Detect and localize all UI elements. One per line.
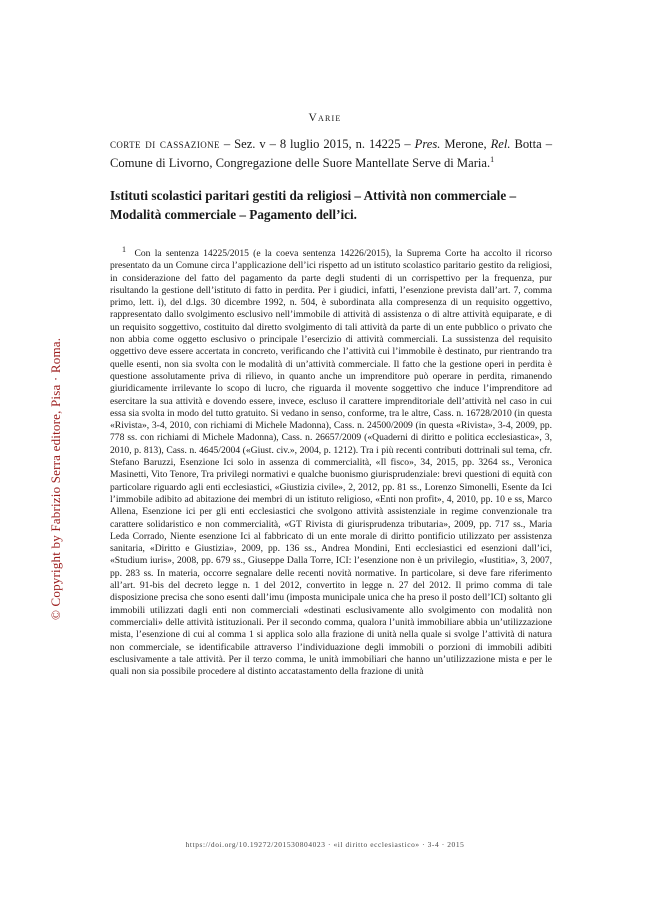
case-parties: – Comune di Livorno, Congregazione delle Suore Mantellate Serve di Maria. xyxy=(110,137,552,170)
footnote-marker: 1 xyxy=(122,244,126,254)
president-name: Merone, xyxy=(440,137,491,151)
section-title: Varie xyxy=(308,112,342,124)
president-label: Pres. xyxy=(414,137,441,151)
page-footer: https://doi.org/10.19272/201530804023 · «il diritto ecclesiastico» · 3-4 · 2015 xyxy=(185,840,465,849)
footnote-reference: 1 xyxy=(490,154,495,164)
ruling-details: – Sez. v – 8 luglio 2015, n. 14225 – xyxy=(219,137,415,151)
copyright-notice: © Copyright by Fabrizio Serra editore, Pisa · Roma. xyxy=(48,337,63,620)
court-name: corte di cassazione xyxy=(110,137,220,151)
footnote xyxy=(110,244,552,678)
headnote-title: Istituti scolastici paritari gestiti da religiosi – Attività non commerciale – Modalità commerciale – Pagamento dell’ici. xyxy=(110,188,517,222)
footnote-text: Con la sentenza 14225/2015 (e la coeva sentenza 14226/2015), la Suprema Corte ha accolto il ricorso presentato da un Comune circa l’applicazione dell’ici rispetto ad un istituto scolastico paritario gestito da religiosi, in considerazione del fatto del pagamento da parte degli studenti di un corrispettivo per la frequenza, pur risultando la gestione dell’istituto di fatto in perdita. Per i giudici, infatti, l’esenzione prevista dall’art. 7, comma primo, lett. i), del d.lgs. 30 dicembre 1992, n. 504, è subordinata alla compresenza di un requisito oggettivo, rappresentato dallo svolgimento esclusivo nell’immobile di attività di assistenza o di altre attività equiparate, e di un requisito soggettivo, costituito dal diretto svolgimento di tali attività da parte di un ente pubblico o privato che non abbia come oggetto esclusivo o principale l’esercizio di attività commerciali. La sussistenza del requisito oggettivo deve essere accertata in concreto, verificando che l’attività cui l’immobile è destinato, pur rientrando tra quelle esenti, non sia svolta con le modalità di un’attività commerciale. Il fatto che la gestione operi in perdita è questione assolutamente priva di rilievo, in quanto anche un imprenditore può operare in perdita, rimanendo giuridicamente irrilevante lo scopo di lucro, che riguarda il movente soggettivo che induce l’imprenditore ad esercitare la sua attività e dovendo essere, invece, escluso il carattere imprenditoriale dell’attività nel caso in cui essa sia svolta in modo del tutto gratuito. Si vedano in senso, conforme, tra le altre, Cass. n. 16728/2010 (in questa «Rivista», 3-4, 2010, con richiami di Michele Madonna), Cass. n. 24500/2009 (in questa «Rivista», 3-4, 2009, pp. 778 ss. con richiami di Michele Madonna), Cass. n. 26657/2009 («Quaderni di diritto e politica ecclesiastica», 3, 2010, p. 813), Cass. n. 4645/2004 («Giust. civ.», 2004, p. 1212). Tra i più recenti contributi dottrinali sul tema, cfr. Stefano Baruzzi, Esenzione Ici solo in assenza di commercialità, «Il fisco», 34, 2015, pp. 3264 ss., Veronica Masinetti, Vito Tenore, Tra privilegi normativi e qualche buonismo giurisprudenziale: brevi questioni di equità con particolare riguardo agli enti ecclesiastici, «Giustizia civile», 2, 2012, pp. 81 ss., Lorenzo Simonelli, Esente da Ici l’immobile adibito ad abitazione dei membri di un istituto religioso, «Enti non profit», 4, 2010, pp. 10 e ss, Marco Allena, Esenzione ici per gli enti ecclesiastici che svolgono attività assistenziale in regime convenzionale tra carattere solidaristico e non commercialità, «GT Rivista di giurisprudenza tributaria», 2009, pp. 717 ss., Maria Leda Corrado, Niente esenzione Ici al fabbricato di un ente morale di diritto pontificio utilizzato per assistenza sanitaria, «Diritto e Giustizia», 2009, pp. 136 ss., Andrea Mondini, Enti ecclesiastici ed esenzioni dall’ici, «Studium iuris», 2008, pp. 679 ss., Giuseppe Dalla Torre, ICI: l’esenzione non è un privilegio, «Iustitia», 3, 2007, pp. 283 ss. In materia, occorre segnalare delle recenti novità normative. In particolare, si deve fare riferimento all’art. 91-bis del decreto legge n. 1 del 2012, convertito in legge n. 27 del 2012. Il primo comma di tale disposizione precisa che sono esenti dall’imu (imposta municipale unica che ha preso il posto dell’ICI) soltanto gli immobili utilizzati dagli enti non commerciali «destinati esclusivamente allo svolgimento con modalità non commerciali» delle attività istituzionali. Per il secondo comma, qualora l’unità immobiliare abbia un’utilizzazione mista, l’esenzione di cui al comma 1 si applica solo alla frazione di unità nella quale si svolge l’attività di natura non commerciale, se identificabile attraverso l’individuazione degli immobili o porzioni di immobili adibiti esclusivamente a tale attività. Per il terzo comma, le unità immobiliari che hanno un’utilizzazione mista e per le quali non sia possibile procedere al distinto accatastamento della frazione di unità xyxy=(110,248,552,678)
rapporteur-name: Botta xyxy=(510,137,542,151)
rapporteur-label: Rel. xyxy=(490,137,511,151)
case-citation xyxy=(110,135,552,173)
